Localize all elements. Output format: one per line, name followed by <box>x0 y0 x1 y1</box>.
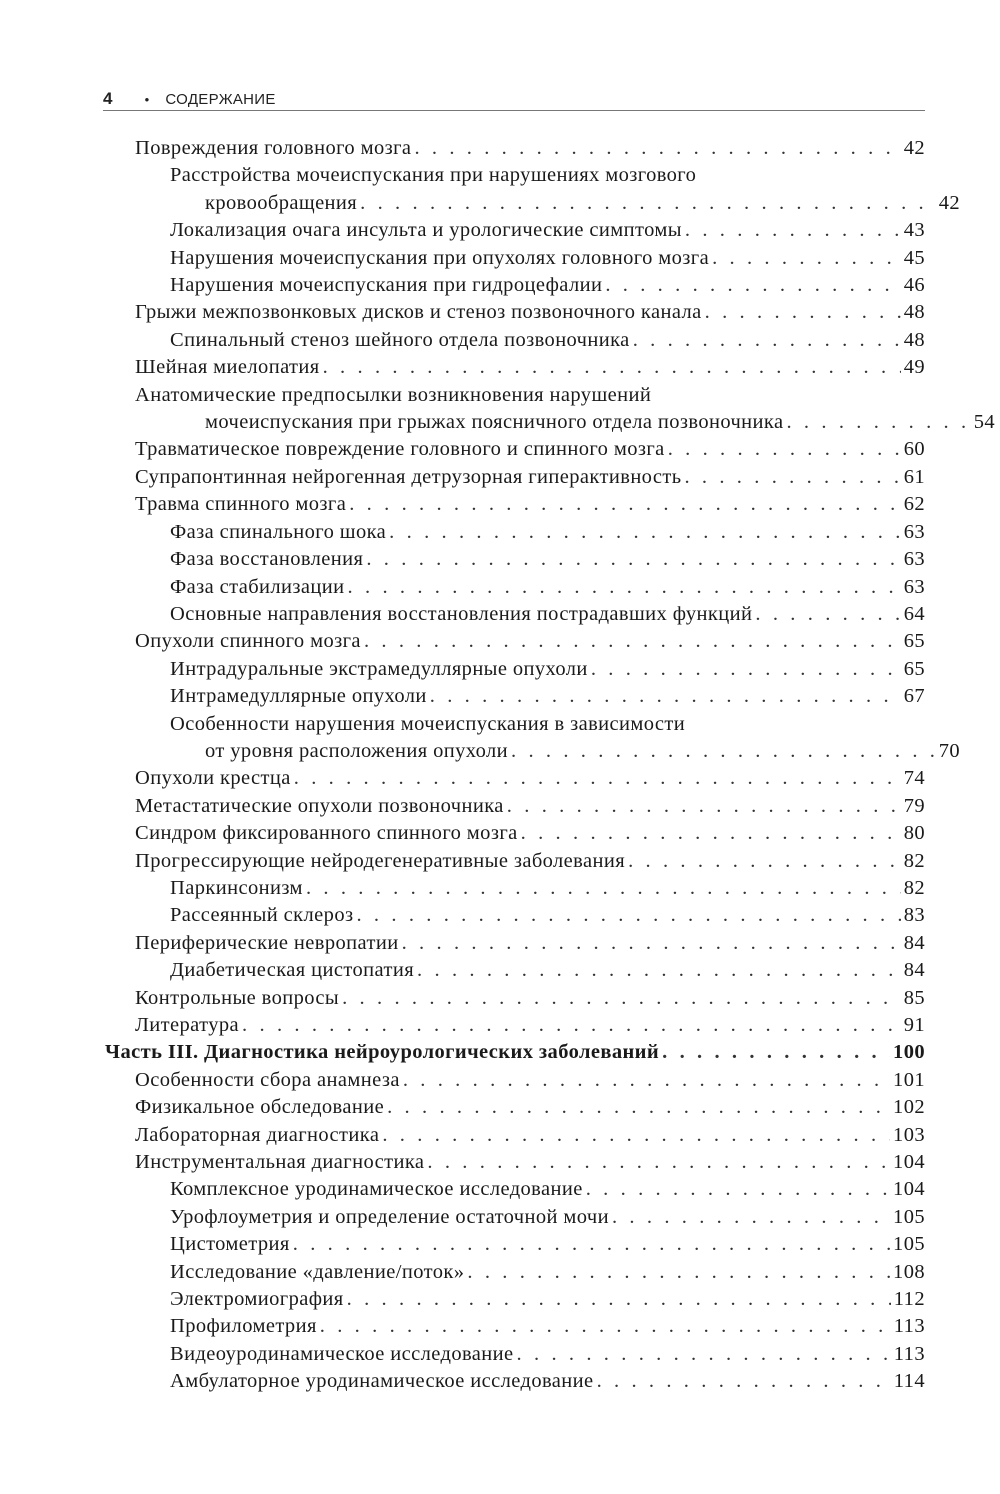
toc-page-number: 42 <box>938 191 960 214</box>
toc-page-number: 84 <box>903 959 925 982</box>
toc-page-number: 43 <box>903 219 925 242</box>
toc-entry-line <box>170 902 925 929</box>
toc-entry-title: Повреждения головного мозга <box>135 137 412 159</box>
toc-entry-title: Шейная миелопатия <box>135 356 320 379</box>
dot-leader <box>342 985 901 1012</box>
dot-leader <box>597 1368 891 1395</box>
toc-entry-title: Инструментальная диагностика <box>135 1151 425 1174</box>
table-of-contents <box>0 135 1000 1396</box>
toc-subsection-entry[interactable] <box>170 1231 925 1258</box>
toc-entry-title: Прогрессирующие нейродегенеративные заболевания <box>135 849 626 872</box>
toc-page-number: 91 <box>903 1014 925 1036</box>
toc-entry-line <box>170 1341 925 1368</box>
toc-subsection-entry[interactable] <box>170 245 925 272</box>
toc-page-number: 84 <box>903 931 925 954</box>
toc-entry-line <box>170 601 925 628</box>
toc-entry-title: Синдром фиксированного спинного мозга <box>135 822 518 845</box>
toc-subsection-entry[interactable] <box>170 217 925 244</box>
toc-entry-line <box>135 1122 925 1149</box>
dot-leader <box>323 354 901 381</box>
toc-subsection-entry[interactable] <box>170 711 960 766</box>
toc-section-entry[interactable] <box>135 354 925 381</box>
toc-page-number: 103 <box>893 1123 925 1146</box>
toc-page-number: 101 <box>893 1068 925 1091</box>
toc-section-entry[interactable] <box>135 135 925 162</box>
dot-leader <box>705 299 901 326</box>
toc-page-number: 105 <box>893 1233 925 1256</box>
toc-page-number: 113 <box>893 1315 925 1338</box>
toc-page-number: 108 <box>893 1260 925 1283</box>
toc-entry-line <box>170 1286 925 1313</box>
toc-entry-line <box>135 820 925 847</box>
toc-page-number: 82 <box>903 876 925 899</box>
dot-leader <box>356 902 900 929</box>
toc-entry-line <box>170 656 925 683</box>
toc-entry-title: Физикальное обследование <box>135 1096 385 1119</box>
toc-entry-line <box>135 436 925 463</box>
toc-entry-title: Супрапонтинная нейрогенная детрузорная гиперактивность <box>135 465 682 488</box>
dot-leader <box>320 1313 891 1340</box>
toc-entry-title: Фаза спинального шока <box>170 520 387 543</box>
toc-entry-line <box>135 409 995 436</box>
toc-entry-title: Интрамедуллярные опухоли <box>170 685 427 708</box>
toc-entry-line <box>170 1313 925 1340</box>
toc-subsection-entry[interactable] <box>170 875 925 902</box>
toc-entry-line <box>135 1067 925 1094</box>
toc-page-number: 49 <box>903 356 925 379</box>
toc-entry-line <box>170 1231 925 1258</box>
toc-page-number: 83 <box>903 904 925 927</box>
toc-entry-line <box>135 793 925 820</box>
toc-subsection-entry[interactable] <box>170 546 925 573</box>
dot-leader <box>662 1039 890 1066</box>
toc-entry-line <box>170 327 925 354</box>
dot-leader <box>668 436 901 463</box>
dot-leader <box>427 1149 890 1176</box>
dot-leader <box>348 574 901 601</box>
toc-subsection-entry[interactable] <box>170 1176 925 1203</box>
toc-entry-title-continued: мочеиспускания при грыжах поясничного отдела позвоночника <box>205 411 784 434</box>
dot-leader <box>517 1341 891 1368</box>
toc-entry-title: Особенности нарушения мочеиспускания в зависимости <box>170 712 686 735</box>
toc-entry-title: Цистометрия <box>170 1233 290 1256</box>
toc-entry-line <box>170 875 925 902</box>
dot-leader <box>633 327 901 354</box>
toc-page-number: 105 <box>893 1205 925 1228</box>
dot-leader <box>417 957 901 984</box>
toc-entry-title: Контрольные вопросы <box>135 986 340 1009</box>
toc-entry-line <box>170 683 925 710</box>
dot-leader <box>628 848 901 875</box>
dot-leader <box>755 601 900 628</box>
toc-entry-title: Электромиография <box>170 1288 344 1311</box>
toc-entry-title: Амбулаторное уродинамическое исследование <box>170 1370 594 1393</box>
dot-leader <box>605 272 900 299</box>
dot-leader <box>786 409 970 436</box>
toc-page-number: 80 <box>903 822 925 845</box>
dot-leader <box>387 1094 890 1121</box>
toc-entry-title: Паркинсонизм <box>170 876 303 899</box>
dot-leader <box>294 765 901 792</box>
toc-subsection-entry[interactable] <box>170 1341 925 1368</box>
toc-subsection-entry[interactable] <box>170 327 925 354</box>
running-header <box>103 88 925 111</box>
toc-entry-line <box>135 765 925 792</box>
toc-entry-line <box>170 546 925 573</box>
toc-entry-line <box>170 738 960 765</box>
toc-subsection-entry[interactable] <box>170 902 925 929</box>
toc-entry-title: Расстройства мочеиспускания при нарушениях мозгового <box>170 164 697 187</box>
page-number: 4 <box>103 89 113 108</box>
header-bullet: • <box>144 92 150 107</box>
toc-entry-title: Диабетическая цистопатия <box>170 959 415 982</box>
toc-subsection-entry[interactable] <box>170 1286 925 1313</box>
toc-entry-line <box>170 957 925 984</box>
dot-leader <box>586 1176 890 1203</box>
toc-section-entry[interactable] <box>135 1067 925 1094</box>
toc-page-number: 104 <box>893 1178 925 1201</box>
toc-entry-title: Грыжи межпозвонковых дисков и стеноз позвоночного канала <box>135 301 702 324</box>
toc-section-entry[interactable] <box>135 765 925 792</box>
toc-section-entry[interactable] <box>135 491 925 518</box>
toc-entry-title: Особенности сбора анамнеза <box>135 1068 400 1091</box>
toc-page-number: 65 <box>903 630 925 653</box>
dot-leader <box>382 1122 890 1149</box>
running-header-title: СОДЕРЖАНИЕ <box>165 91 276 108</box>
toc-page-number: 113 <box>893 1342 925 1365</box>
toc-entry-title: Периферические невропатии <box>135 931 399 954</box>
toc-entry-line <box>135 1094 925 1121</box>
toc-entry-line <box>135 985 925 1012</box>
toc-entry-title: Лабораторная диагностика <box>135 1123 380 1146</box>
toc-section-entry[interactable] <box>135 985 925 1012</box>
toc-entry-line <box>135 1149 925 1176</box>
toc-subsection-entry[interactable] <box>170 1368 925 1395</box>
toc-page-number: 42 <box>903 137 925 159</box>
toc-entry-title: Рассеянный склероз <box>170 904 354 927</box>
toc-entry-line <box>135 930 925 957</box>
toc-page-number: 48 <box>903 328 925 351</box>
toc-page-number: 102 <box>893 1096 925 1119</box>
toc-page-number: 62 <box>903 493 925 516</box>
dot-leader <box>349 491 900 518</box>
dot-leader <box>521 820 901 847</box>
toc-entry-title: Спинальный стеноз шейного отдела позвоночника <box>170 328 630 351</box>
toc-page-number: 63 <box>903 575 925 598</box>
toc-entry-title: Опухоли крестца <box>135 767 291 790</box>
dot-leader <box>293 1231 890 1258</box>
toc-entry-title: Анатомические предпосылки возникновения нарушений <box>135 383 652 406</box>
toc-section-entry[interactable] <box>135 436 925 463</box>
toc-subsection-entry[interactable] <box>170 656 925 683</box>
toc-page-number: 82 <box>903 849 925 872</box>
dot-leader <box>403 1067 890 1094</box>
toc-page-number: 100 <box>893 1041 925 1064</box>
toc-entry-line <box>135 299 925 326</box>
dot-leader <box>684 464 900 491</box>
toc-section-entry[interactable] <box>135 628 925 655</box>
toc-page-number: 112 <box>893 1288 925 1311</box>
toc-page-number: 67 <box>903 685 925 708</box>
toc-entry-line <box>135 848 925 875</box>
toc-page-number: 48 <box>903 301 925 324</box>
toc-entry-line <box>170 1368 925 1395</box>
toc-section-entry[interactable] <box>135 1149 925 1176</box>
toc-subsection-entry[interactable] <box>170 1204 925 1231</box>
dot-leader <box>591 656 901 683</box>
toc-page-number: 79 <box>903 794 925 817</box>
toc-section-entry[interactable] <box>135 930 925 957</box>
toc-entry-title-continued: кровообращения <box>205 191 358 214</box>
dot-leader <box>347 1286 891 1313</box>
toc-entry-title: Профилометрия <box>170 1315 317 1338</box>
toc-entry-title: Часть III. Диагностика нейроурологических заболеваний <box>105 1041 660 1064</box>
toc-entry-title: Комплексное уродинамическое исследование <box>170 1178 583 1201</box>
dot-leader <box>389 519 901 546</box>
toc-page-number: 85 <box>903 986 925 1009</box>
toc-page-number: 46 <box>903 274 925 297</box>
toc-entry-line <box>170 1176 925 1203</box>
toc-entry-line <box>170 519 925 546</box>
toc-page-number: 64 <box>903 602 925 625</box>
toc-entry-title-continued: от уровня расположения опухоли <box>205 739 508 762</box>
toc-entry-line <box>170 272 925 299</box>
dot-leader <box>306 875 901 902</box>
toc-subsection-entry[interactable] <box>170 601 925 628</box>
toc-entry-title: Нарушения мочеиспускания при опухолях головного мозга <box>170 246 710 269</box>
toc-entry-line <box>135 464 925 491</box>
dot-leader <box>364 628 901 655</box>
dot-leader <box>430 683 901 710</box>
toc-entry-title: Фаза стабилизации <box>170 575 345 598</box>
toc-entry-line <box>170 245 925 272</box>
toc-section-entry[interactable] <box>135 1122 925 1149</box>
toc-entry-line <box>135 135 925 162</box>
dot-leader <box>712 245 901 272</box>
toc-section-entry[interactable] <box>135 299 925 326</box>
toc-subsection-entry[interactable] <box>170 272 925 299</box>
toc-subsection-entry[interactable] <box>170 574 925 601</box>
toc-page-number: 65 <box>903 657 925 680</box>
toc-entry-title: Видеоуродинамическое исследование <box>170 1342 514 1365</box>
toc-entry-title: Травматическое повреждение головного и спинного мозга <box>135 438 665 461</box>
toc-page-number: 63 <box>903 548 925 571</box>
toc-subsection-entry[interactable] <box>170 519 925 546</box>
toc-subsection-entry[interactable] <box>170 1313 925 1340</box>
toc-page-number: 61 <box>903 465 925 488</box>
toc-section-entry[interactable] <box>135 848 925 875</box>
toc-entry-line <box>135 491 925 518</box>
toc-entry-title: Урофлоуметрия и определение остаточной мочи <box>170 1205 609 1228</box>
toc-page-number: 114 <box>893 1370 925 1393</box>
dot-leader <box>685 217 901 244</box>
toc-entry-title: Метастатические опухоли позвоночника <box>135 794 504 817</box>
toc-entry-title: Интрадуральные экстрамедуллярные опухоли <box>170 657 588 680</box>
toc-entry-title: Нарушения мочеиспускания при гидроцефалии <box>170 274 603 297</box>
toc-entry-title: Локализация очага инсульта и урологические симптомы <box>170 219 682 242</box>
toc-subsection-entry[interactable] <box>170 957 925 984</box>
toc-page-number: 60 <box>903 438 925 461</box>
toc-entry-title: Травма спинного мозга <box>135 493 347 516</box>
toc-page-number: 54 <box>973 411 995 434</box>
toc-section-entry[interactable] <box>135 793 925 820</box>
toc-page-number: 63 <box>903 520 925 543</box>
toc-subsection-entry[interactable] <box>170 683 925 710</box>
toc-section-entry[interactable] <box>135 1012 925 1039</box>
toc-entry-line <box>135 354 925 381</box>
toc-entry-line <box>170 574 925 601</box>
toc-entry-title: Основные направления восстановления пострадавших функций <box>170 602 753 625</box>
toc-part-heading[interactable] <box>105 1039 925 1066</box>
toc-entry-title: Исследование «давление/поток» <box>170 1260 465 1283</box>
toc-entry-line <box>170 1204 925 1231</box>
toc-page-number: 70 <box>938 739 960 762</box>
toc-entry-line <box>105 1039 925 1066</box>
toc-entry-line <box>135 628 925 655</box>
dot-leader <box>402 930 901 957</box>
dot-leader <box>511 738 936 765</box>
toc-entry-line <box>170 1259 925 1286</box>
dot-leader <box>467 1259 890 1286</box>
toc-entry-line <box>135 1012 925 1039</box>
dot-leader <box>414 135 900 162</box>
dot-leader <box>366 546 900 573</box>
toc-subsection-entry[interactable] <box>170 162 960 217</box>
toc-page-number: 74 <box>903 767 925 790</box>
toc-page-number: 45 <box>903 246 925 269</box>
toc-section-entry[interactable] <box>135 820 925 847</box>
toc-section-entry[interactable] <box>135 382 995 437</box>
dot-leader <box>242 1012 901 1039</box>
toc-entry-line <box>170 190 960 217</box>
toc-entry-title: Литература <box>135 1014 240 1036</box>
toc-entry-line <box>170 217 925 244</box>
toc-entry-title: Фаза восстановления <box>170 548 364 571</box>
dot-leader <box>360 190 936 217</box>
toc-entry-title: Опухоли спинного мозга <box>135 630 361 653</box>
toc-page-number: 104 <box>893 1151 925 1174</box>
toc-section-entry[interactable] <box>135 464 925 491</box>
dot-leader <box>507 793 901 820</box>
toc-subsection-entry[interactable] <box>170 1259 925 1286</box>
dot-leader <box>612 1204 890 1231</box>
toc-section-entry[interactable] <box>135 1094 925 1121</box>
